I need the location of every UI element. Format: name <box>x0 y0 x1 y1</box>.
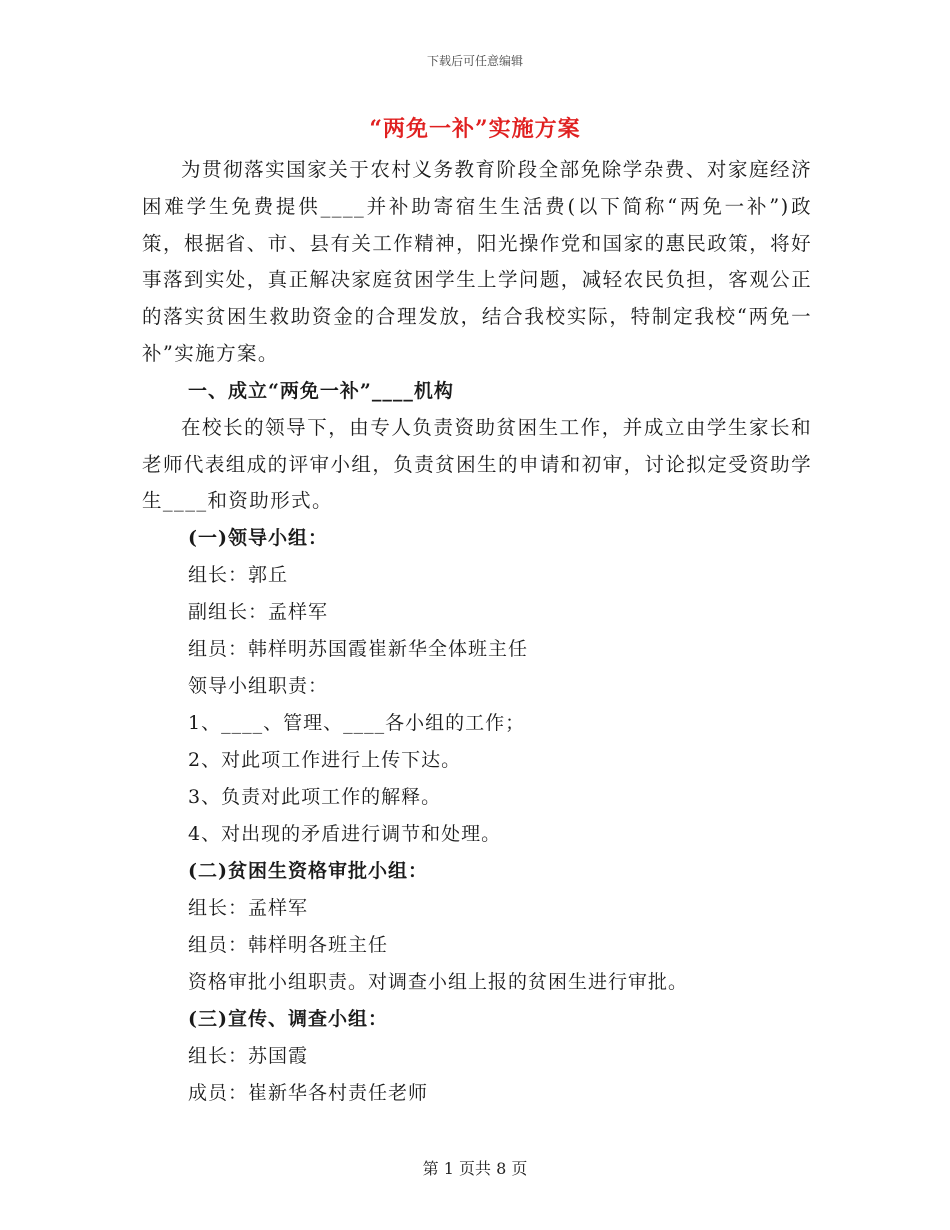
document-title: “两免一补”实施方案 <box>369 116 581 142</box>
group-2-heading: (二)贫困生资格审批小组： <box>188 860 428 883</box>
group-3-leader: 组长：苏国霞 <box>188 1045 309 1068</box>
group-1-duty-item: 2、对此项工作进行上传下达。 <box>188 749 462 772</box>
group-1-heading: (一)领导小组： <box>188 527 328 550</box>
section-1-paragraph: 在校长的领导下，由专人负责资助贫困生工作，并成立由学生家长和老师代表组成的评审小组，负责贫困生的申请和初审，讨论拟定受资助学生____和资助形式。 <box>142 415 812 513</box>
section-1-heading: 一、成立“两免一补”____机构 <box>188 379 454 402</box>
page-number: 第 1 页共 8 页 <box>422 1159 528 1178</box>
group-3-heading: (三)宣传、调查小组： <box>188 1008 388 1031</box>
group-1-leader: 组长：郭丘 <box>188 564 289 587</box>
group-1-duty-item: 3、负责对此项工作的解释。 <box>188 786 442 809</box>
document-body <box>142 152 812 1112</box>
intro-paragraph: 为贯彻落实国家关于农村义务教育阶段全部免除学杂费、对家庭经济困难学生免费提供____并补助寄宿生生活费(以下简称“两免一补”)政策，根据省、市、县有关工作精神，阳光操作党和国家的惠民政策，将好事落到实处，真正解决家庭贫困学生上学问题，减轻农民负担，客观公正的落实贫困生救助资金的合理发放，结合我校实际，特制定我校“两免一补”实施方案。 <box>142 158 812 365</box>
group-1-duty-item: 1、____、管理、____各小组的工作； <box>188 712 526 735</box>
group-1-members: 组员：韩样明苏国霞崔新华全体班主任 <box>188 638 529 661</box>
group-2-duties: 资格审批小组职责。对调查小组上报的贫困生进行审批。 <box>188 971 689 994</box>
group-1-duty-item: 4、对出现的矛盾进行调节和处理。 <box>188 823 502 846</box>
group-2-leader: 组长：孟样军 <box>188 897 309 920</box>
group-1-duties-label: 领导小组职责： <box>188 675 329 698</box>
page-header-note: 下载后可任意编辑 <box>426 54 523 68</box>
group-1-vice-leader: 副组长：孟样军 <box>188 601 329 624</box>
group-3-members: 成员：崔新华各村责任老师 <box>188 1082 429 1105</box>
group-2-members: 组员：韩样明各班主任 <box>188 934 389 957</box>
